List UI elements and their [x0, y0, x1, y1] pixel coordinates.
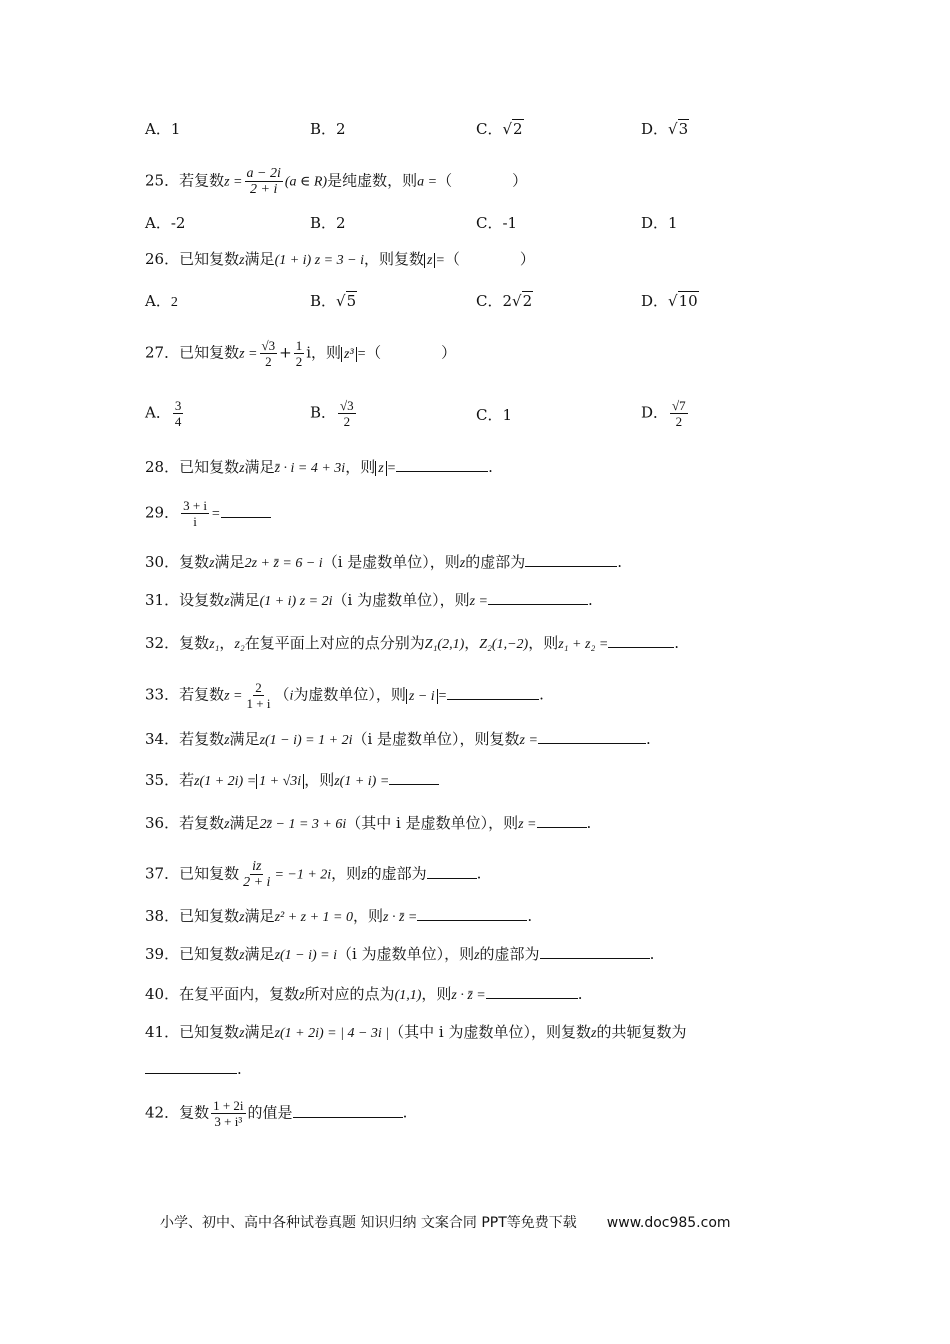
question-29: 29． $\frac{3 + i}{i}$ =: [145, 498, 271, 529]
question-37: 37．已知复数 $\frac{iz}{2 + i}$ = −1 + 2i，则z̄的虚部为 .: [145, 859, 482, 890]
answer-blank[interactable]: [525, 552, 617, 567]
question-28: 28．已知复数z满足z̄ · i = 4 + 3i，则 z = .: [145, 458, 493, 476]
answer-blank[interactable]: [486, 984, 578, 999]
answer-blank[interactable]: [396, 457, 488, 472]
q27-option-a: A． $\frac{3}{4}$: [145, 398, 182, 429]
answer-blank[interactable]: [221, 503, 271, 518]
question-35: 35．若z(1 + 2i) = 1 + √3i ，则z(1 + i) =: [145, 769, 439, 793]
q24-option-c: C．√2: [476, 120, 523, 138]
footer-text: 小学、初中、高中各种试卷真题 知识归纳 文案合同 PPT等免费下载: [160, 1215, 577, 1231]
question-39: 39．已知复数z满足z(1 − i) = i（i 为虚数单位），则z的虚部为 .: [145, 945, 655, 963]
q27-option-b: B． $\frac{√3}{2}$: [310, 398, 354, 429]
answer-blank[interactable]: [538, 729, 646, 744]
question-30: 30．复数z满足2z + z̄ = 6 − i（i 是虚数单位），则z的虚部为 .: [145, 553, 623, 571]
question-42: 42．复数 $\frac{1 + 2i}{\text{3 + i³}}$ 的值是 .: [145, 1098, 408, 1129]
question-33: 33．若复数z = $\frac{2}{1 + i}$ （i为虚数单位），则 z − i = .: [145, 680, 544, 711]
question-41: 41．已知复数z满足z(1 + 2i) = | 4 − 3i |（其中 i 为虚数单位），则复数z的共轭复数为: [145, 1023, 687, 1041]
question-27: 27．已知复数z = $\frac{√3}{2}$ + $\frac{1}{2}$ i，则 z³ =（ ）: [145, 338, 457, 369]
q25-option-a: A．-2: [145, 214, 186, 232]
answer-blank[interactable]: [488, 590, 588, 605]
answer-blank[interactable]: [427, 864, 477, 879]
q25-option-d: D．1: [641, 214, 678, 232]
answer-blank[interactable]: [145, 1059, 237, 1074]
q26-option-c: C．2√2: [476, 292, 533, 310]
question-40: 40．在复平面内，复数z所对应的点为(1,1)，则z · z̄ = .: [145, 985, 583, 1003]
question-36: 36．若复数z满足2z̄ − 1 = 3 + 6i（其中 i 是虚数单位），则z = .: [145, 814, 592, 832]
question-41-answer-line: .: [145, 1058, 242, 1080]
answer-blank[interactable]: [608, 633, 674, 648]
answer-blank[interactable]: [417, 906, 527, 921]
answer-blank[interactable]: [389, 770, 439, 785]
answer-blank[interactable]: [537, 813, 587, 828]
q27-option-c: C．1: [476, 406, 513, 424]
answer-blank[interactable]: [540, 944, 650, 959]
q26-option-d: D．√10: [641, 292, 698, 310]
question-38: 38．已知复数z满足z² + z + 1 = 0，则z · z̄ = .: [145, 907, 533, 925]
q24-option-d: D．√3: [641, 120, 689, 138]
question-25: 25．若复数z = $\frac{a - 2i}{2 + i}$ (a ∈ R)是纯虚数，则a =（ ）: [145, 166, 528, 197]
q25-option-b: B．2: [310, 214, 346, 232]
q26-option-b: B．√5: [310, 292, 357, 310]
footer-url[interactable]: www.doc985.com: [606, 1215, 731, 1231]
question-26: 26．已知复数z满足(1 + i) z = 3 − i，则复数 z =（ ）: [145, 250, 535, 268]
q24-option-b: B．2: [310, 120, 346, 138]
q25-option-c: C．-1: [476, 214, 518, 232]
q24-option-a: A．1: [145, 120, 181, 138]
q26-option-a: A．2: [145, 292, 178, 310]
question-34: 34．若复数z满足z(1 − i) = 1 + 2i（i 是虚数单位），则复数z = .: [145, 730, 651, 748]
page-footer: [160, 1212, 731, 1232]
answer-blank[interactable]: [293, 1103, 403, 1118]
q27-option-d: D． $\frac{√7}{2}$: [641, 398, 686, 429]
question-32: 32．复数z₁，z₂在复平面上对应的点分别为Z₁(2,1)，Z₂(1,−2)，则z₁ + z₂ = .: [145, 634, 680, 652]
question-31: 31．设复数z满足(1 + i) z = 2i（i 为虚数单位），则z = .: [145, 591, 593, 609]
answer-blank[interactable]: [447, 685, 539, 700]
